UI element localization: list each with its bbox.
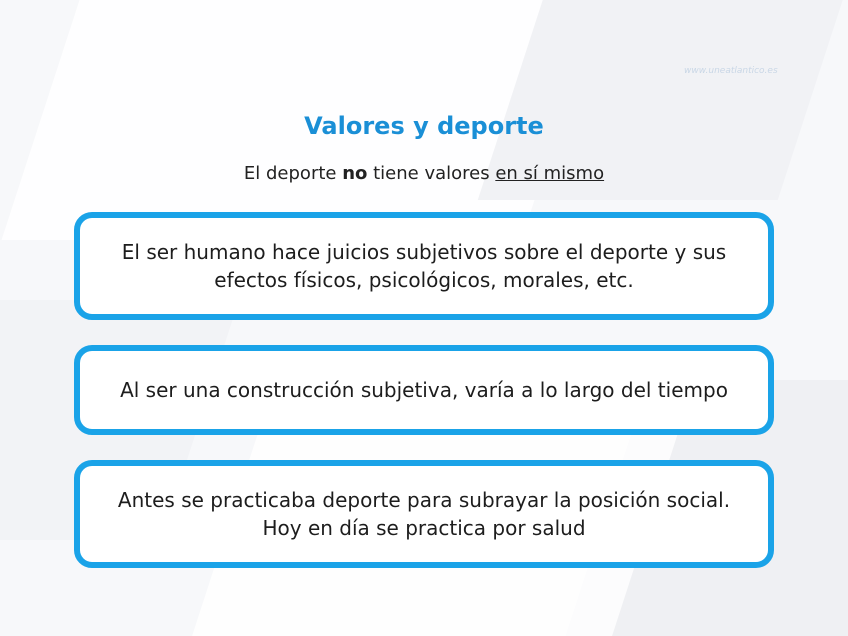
card-line: efectos físicos, psicológicos, morales, etc. (214, 268, 634, 292)
subtitle-underlined: en sí mismo (495, 163, 605, 184)
subtitle-text: El deporte (243, 163, 343, 184)
card-line: Hoy en día se practica por salud (262, 516, 586, 540)
info-card (74, 460, 774, 568)
slide-subtitle (0, 163, 848, 184)
slide-title: Valores y deporte (304, 112, 544, 140)
card-text (118, 486, 730, 542)
card-line: Antes se practicaba deporte para subrayar la posición social. (117, 488, 731, 512)
card-line: Al ser una construcción subjetiva, varía a lo largo del tiempo (120, 378, 728, 402)
info-card (74, 212, 774, 320)
card-text (120, 376, 728, 404)
subtitle-bold: no (342, 163, 368, 184)
card-line: El ser humano hace juicios subjetivos sobre el deporte y sus (121, 240, 727, 264)
subtitle-text: tiene valores (367, 163, 496, 184)
watermark: www.uneatlantico.es (684, 66, 778, 76)
info-card (74, 345, 774, 435)
card-text (122, 238, 726, 294)
